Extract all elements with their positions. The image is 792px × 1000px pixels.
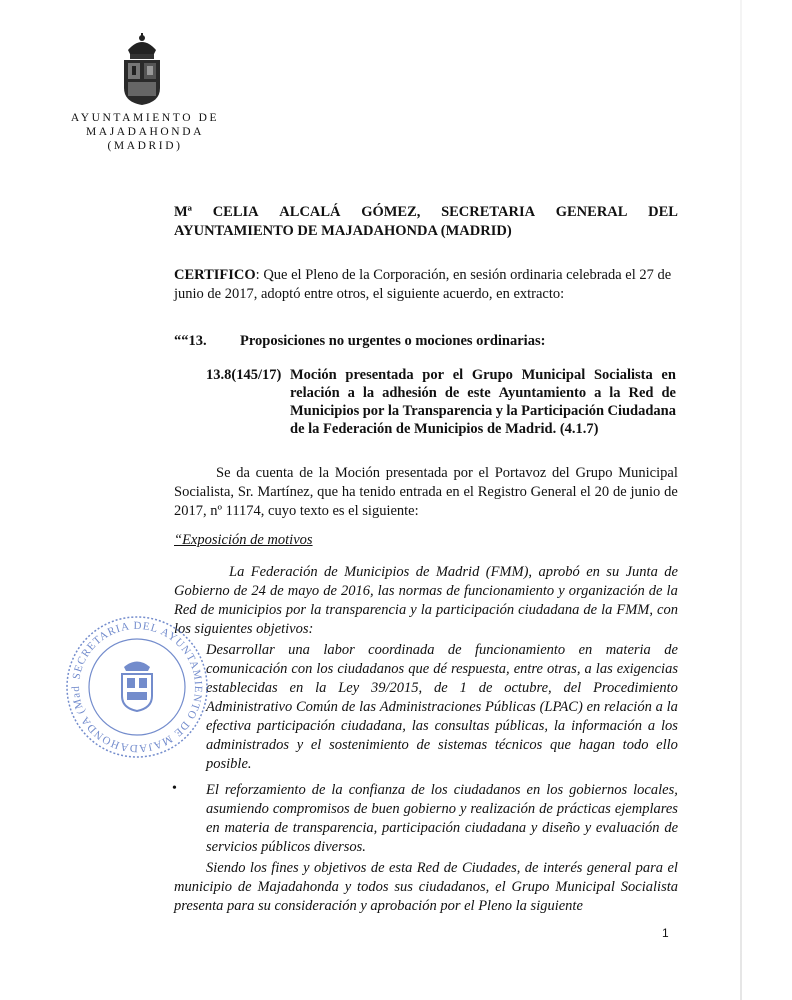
section-title: Proposiciones no urgentes o mociones ordinarias:	[240, 333, 546, 349]
heading-word: GENERAL	[555, 204, 628, 220]
heading-line-1	[174, 203, 678, 222]
bullet2-line-4: servicios públicos diversos.	[206, 839, 366, 855]
letterhead-line-2: MAJADAHONDA	[85, 126, 205, 138]
bullet-item-2	[206, 781, 678, 857]
bullet1-line-2: comunicación con los ciudadanos que dé respuesta, entre otras, a las exigencias	[206, 661, 678, 677]
bullet2-line-2: asumiendo compromisos de buen gobierno y realización de prácticas ejemplares	[206, 801, 678, 817]
fmm-line-4: los siguientes objetivos:	[174, 621, 314, 637]
heading-word: DEL	[648, 204, 678, 220]
fmm-paragraph	[174, 563, 678, 639]
fmm-line-2: Gobierno de 24 de mayo de 2016, las normas de funcionamiento y organización de la	[174, 583, 678, 599]
motion-line-2: relación a la adhesión de este Ayuntamiento a la Red de	[290, 385, 676, 401]
motion-line-3: Municipios por la Transparencia y la Participación Ciudadana	[290, 403, 676, 419]
motion-line-4: de la Federación de Municipios de Madrid. (4.1.7)	[290, 421, 599, 437]
heading-word: CELIA	[212, 204, 259, 220]
bullet1-line-4: Administrativo Común de las Administraciones Públicas (LPAC) en relación a la	[206, 699, 678, 715]
section-number: ““13.	[174, 333, 207, 349]
bullet-item-1	[206, 641, 678, 774]
letterhead-line-3: (MADRID)	[107, 140, 183, 152]
certifico-line-1	[174, 266, 678, 285]
certifico-text-1: : Que el Pleno de la Corporación, en sesión ordinaria celebrada el 27 de	[255, 267, 672, 283]
intro-line-3: 2017, nº 11174, cuyo texto es el siguiente:	[174, 503, 419, 519]
certifico-label: CERTIFICO	[174, 267, 256, 283]
intro-paragraph	[174, 464, 678, 521]
bullet1-line-3: establecidas en la Ley 39/2015, de 1 de octubre, del Procedimiento	[206, 680, 678, 696]
certifico-line-2: junio de 2017, adoptó entre otros, el siguiente acuerdo, en extracto:	[174, 286, 565, 302]
document-heading	[174, 203, 678, 241]
final-line-3: presenta para su consideración y aprobación por el Pleno la siguiente	[174, 898, 583, 914]
bullet1-line-7: posible.	[206, 756, 252, 772]
final-line-1: Siendo los fines y objetivos de esta Red de Ciudades, de interés general para el	[206, 860, 678, 876]
bullet-marker: •	[172, 781, 177, 796]
bullet1-line-1: Desarrollar una labor coordinada de funcionamiento en materia de	[206, 642, 678, 658]
heading-word: ALCALÁ	[279, 204, 341, 220]
heading-line-2: AYUNTAMIENTO DE MAJADAHONDA (MADRID)	[174, 223, 512, 239]
heading-word: SECRETARIA	[441, 204, 536, 220]
coat-of-arms-icon	[116, 32, 168, 106]
final-line-2: municipio de Majadahonda y todos sus ciudadanos, el Grupo Municipal Socialista	[174, 879, 678, 895]
page-number: 1	[662, 926, 669, 940]
heading-word: GÓMEZ,	[361, 204, 421, 220]
scan-edge-line	[740, 0, 742, 1000]
intro-line-2: Socialista, Sr. Martínez, que ha tenido entrada en el Registro General el 20 de junio de	[174, 484, 678, 500]
bullet2-line-1: El reforzamiento de la confianza de los ciudadanos en los gobiernos locales,	[206, 782, 678, 798]
exposicion-heading: “Exposición de motivos	[174, 532, 313, 548]
letterhead-line-1: AYUNTAMIENTO DE	[70, 112, 220, 124]
fmm-line-1: La Federación de Municipios de Madrid (FMM), aprobó en su Junta de	[229, 564, 678, 580]
official-seal-stamp	[62, 612, 212, 762]
certifico-paragraph	[174, 266, 678, 304]
motion-title	[290, 366, 676, 438]
stamp-text: SECRETARIA DEL AYUNTAMIENTO DE MAJADAHONDA (Mad	[69, 619, 205, 755]
heading-word: Mª	[174, 204, 193, 220]
bullet2-line-3: en materia de transparencia, participación ciudadana y diseño y evaluación de	[206, 820, 678, 836]
motion-line-1: Moción presentada por el Grupo Municipal Socialista en	[290, 367, 676, 383]
intro-line-1: Se da cuenta de la Moción presentada por el Portavoz del Grupo Municipal	[216, 465, 678, 481]
motion-number: 13.8(145/17)	[206, 367, 282, 383]
final-paragraph	[174, 859, 678, 916]
fmm-line-3: Red de municipios por la transparencia y la participación ciudadana de la FMM, con	[174, 602, 678, 618]
bullet1-line-5: efectiva participación ciudadana, las consultas públicas, la información a los	[206, 718, 678, 734]
bullet1-line-6: administrados y el sostenimiento de sistemas técnicos que hagan todo ello	[206, 737, 678, 753]
